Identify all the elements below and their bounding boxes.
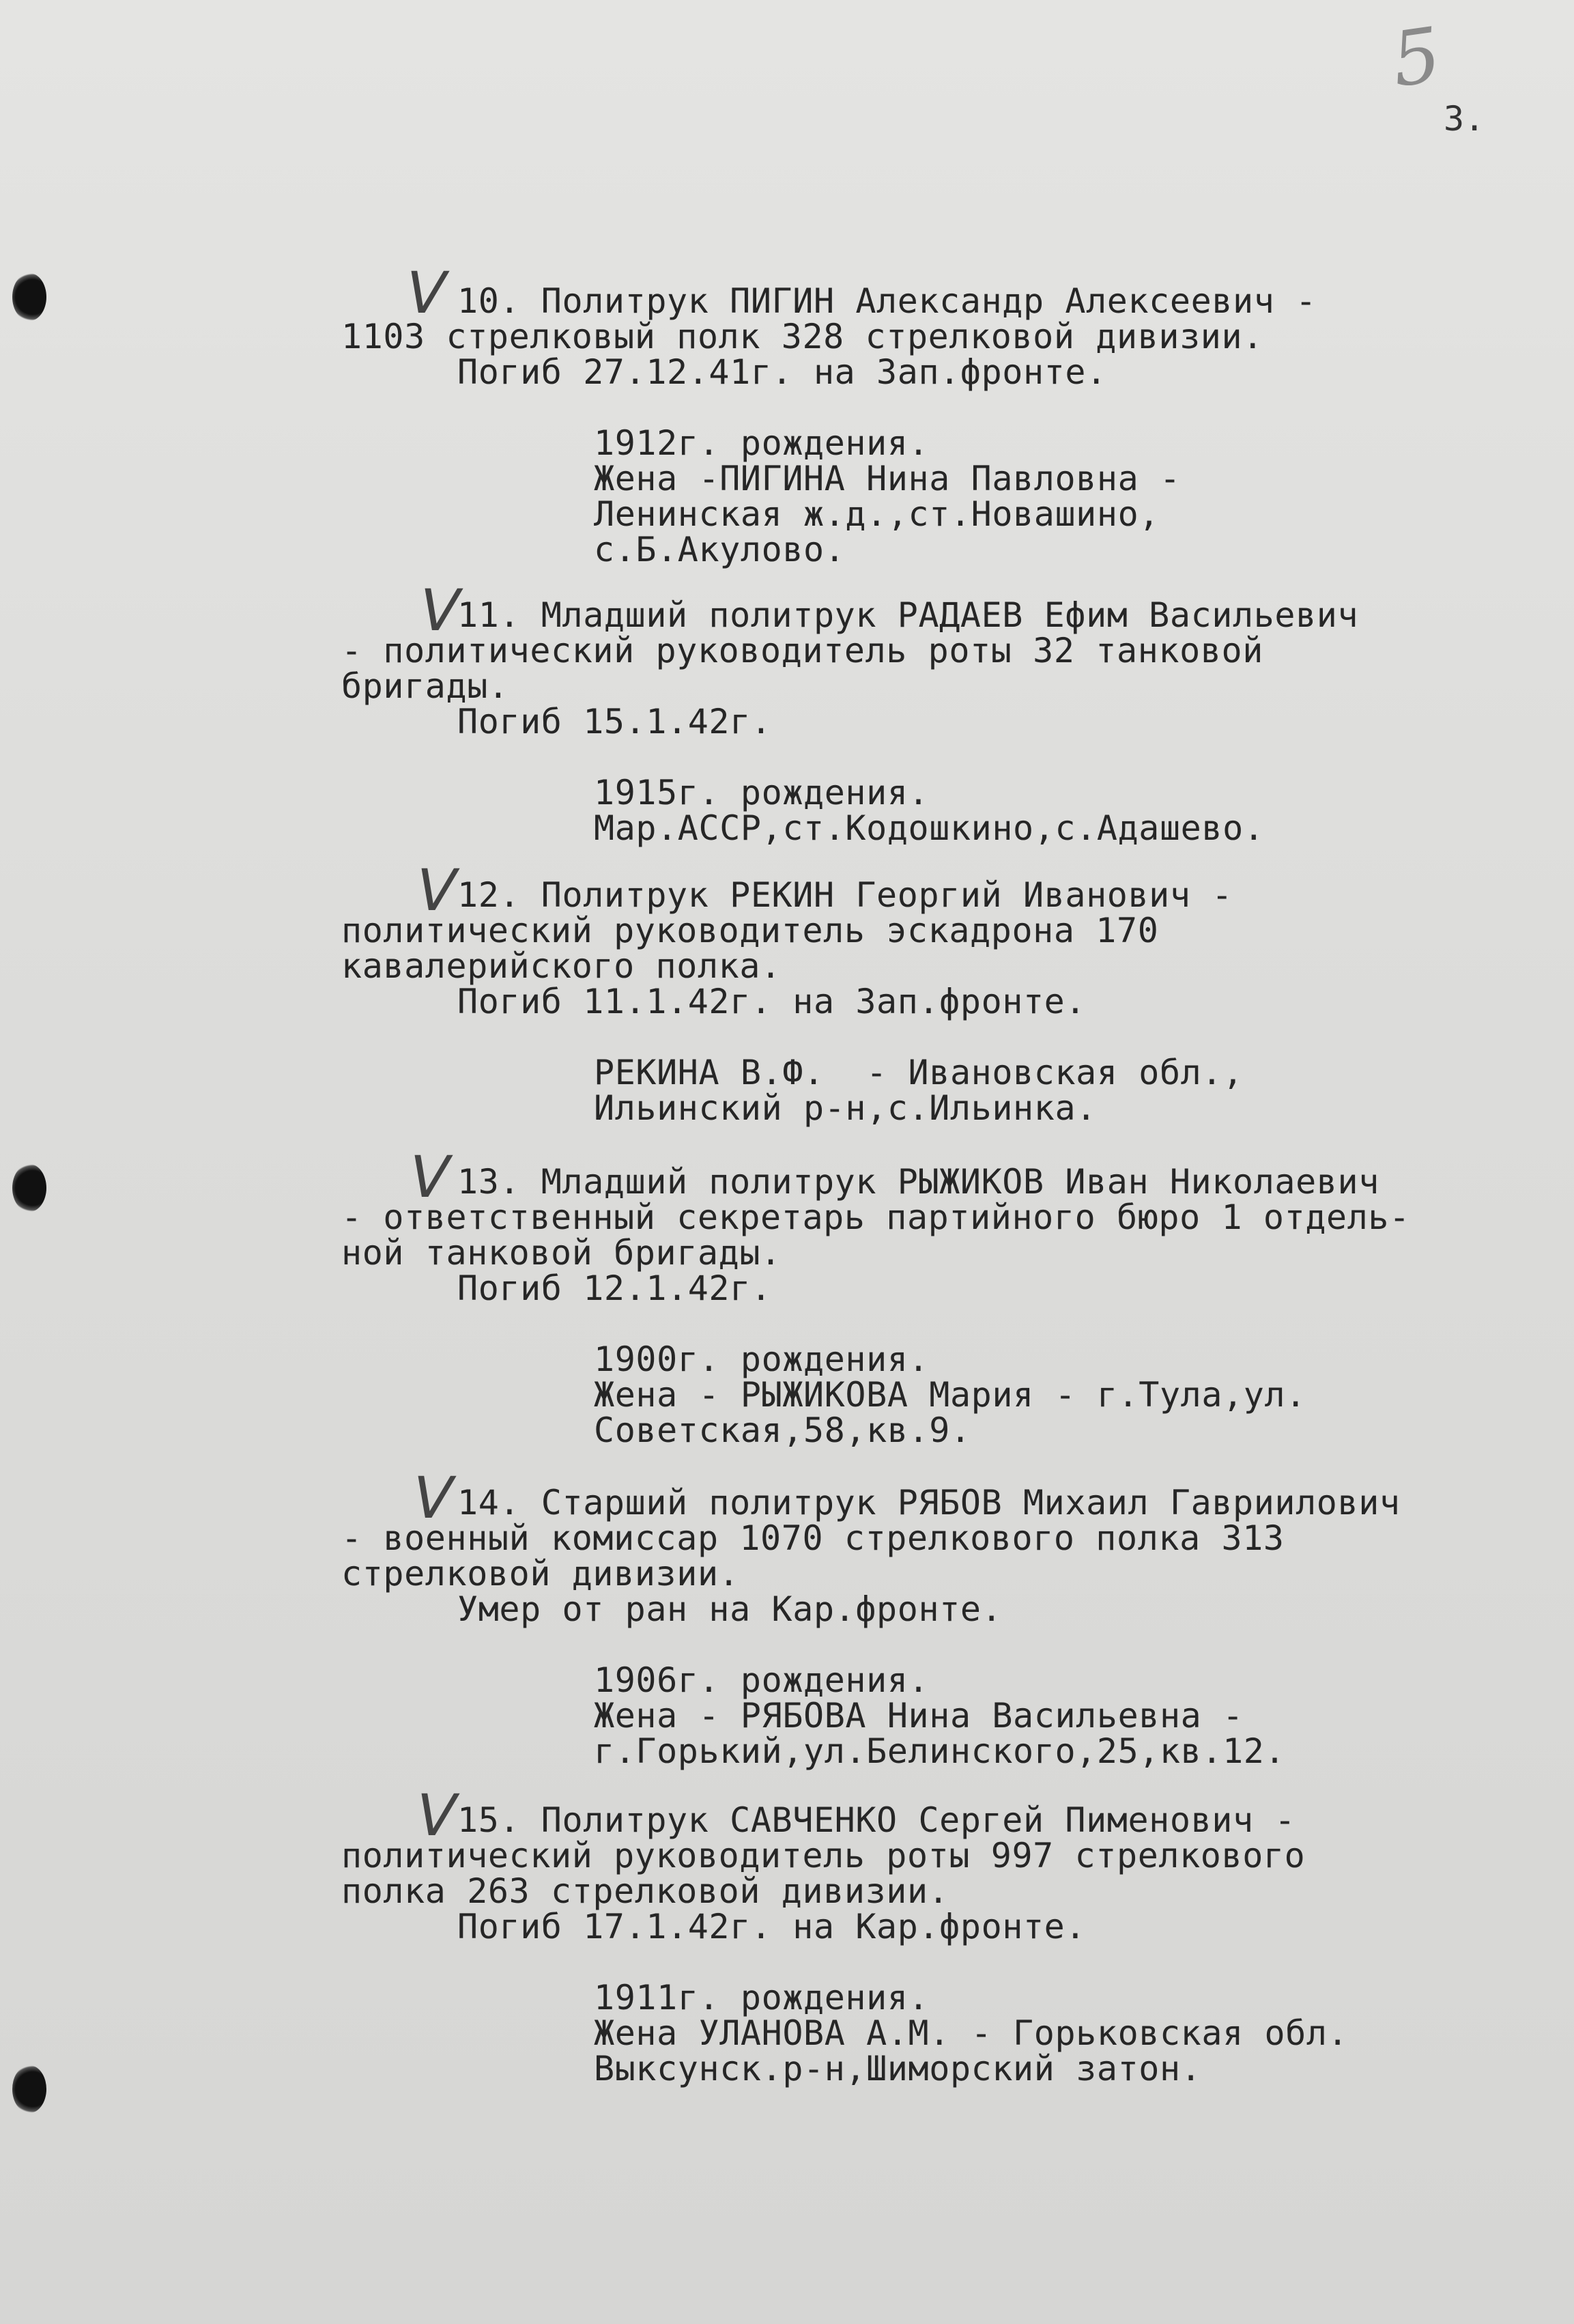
entry-line: кавалерийского полка. (341, 946, 782, 986)
entry-header: 10. Политрук ПИГИН Александр Алексеевич - (457, 281, 1317, 321)
entry-line: Погиб 17.1.42г. на Кар.фронте. (457, 1907, 1087, 1946)
entry-line: - военный комиссар 1070 стрелкового полка 313 (341, 1518, 1285, 1558)
entry-detail: 1915г. рождения. (594, 773, 930, 812)
entry-header: 15. Политрук САВЧЕНКО Сергей Пименович - (457, 1800, 1296, 1840)
entry-line: полка 263 стрелковой дивизии. (341, 1871, 949, 1911)
entry-line: Погиб 15.1.42г. (457, 702, 772, 741)
entry-detail: 1906г. рождения. (594, 1660, 930, 1700)
punch-hole-bottom (12, 2065, 46, 2113)
entry-detail: Советская,58,кв.9. (594, 1411, 971, 1450)
entry-line: бригады. (341, 666, 509, 706)
entry-detail: с.Б.Акулово. (594, 530, 846, 569)
entry-detail: г.Горький,ул.Белинского,25,кв.12. (594, 1731, 1286, 1771)
entry-detail: Мар.АССР,ст.Кодошкино,с.Адашево. (594, 808, 1265, 848)
entry-header: 13. Младший политрук РЫЖИКОВ Иван Николаевич (457, 1162, 1379, 1202)
entry-header: 14. Старший политрук РЯБОВ Михаил Гавриилович (457, 1483, 1401, 1522)
entry-line: Умер от ран на Кар.фронте. (457, 1589, 1003, 1629)
entry-line: ной танковой бригады. (341, 1233, 782, 1273)
entry-line: - ответственный секретарь партийного бюро 1 отдель- (341, 1198, 1410, 1237)
entry-detail: Жена - РЫЖИКОВА Мария - г.Тула,ул. (594, 1375, 1306, 1415)
entry-detail: Жена - РЯБОВА Нина Васильевна - (594, 1696, 1244, 1735)
entry-detail: Жена -ПИГИНА Нина Павловна - (594, 459, 1181, 498)
entry-line: 1103 стрелковый полк 328 стрелковой дивизии. (341, 317, 1263, 356)
punch-hole-top (12, 273, 46, 321)
check-mark: V (402, 1144, 456, 1210)
entry-detail: 1900г. рождения. (594, 1340, 930, 1379)
entry-line: политический руководитель эскадрона 170 (341, 911, 1159, 950)
entry-line: Погиб 12.1.42г. (457, 1269, 772, 1308)
check-mark: V (399, 259, 453, 326)
check-mark: V (409, 857, 463, 924)
handwritten-folio-number: 5 (1386, 10, 1446, 104)
entry-detail: РЕКИНА В.Ф. - Ивановская обл., (594, 1053, 1244, 1092)
entry-detail: Жена УЛАНОВА А.М. - Горьковская обл. (594, 2013, 1349, 2053)
entry-detail: 1911г. рождения. (594, 1978, 930, 2017)
entry-header: 12. Политрук РЕКИН Георгий Иванович - (457, 875, 1233, 915)
check-mark: V (405, 1464, 459, 1531)
entry-detail: Ленинская ж.д.,ст.Новашино, (594, 494, 1160, 534)
check-mark: V (409, 1782, 463, 1849)
entry-line: - политический руководитель роты 32 танковой (341, 631, 1263, 670)
punch-hole-middle (12, 1164, 46, 1212)
entry-line: Погиб 27.12.41г. на Зап.фронте. (457, 352, 1107, 392)
check-mark: V (412, 577, 466, 644)
entry-line: стрелковой дивизии. (341, 1554, 740, 1593)
entry-header: 11. Младший политрук РАДАЕВ Ефим Васильевич (457, 595, 1359, 635)
entry-detail: 1912г. рождения. (594, 423, 930, 463)
entry-detail: Выксунск.р-н,Шиморский затон. (594, 2049, 1202, 2088)
page-number: 3. (1444, 99, 1485, 139)
entry-line: Погиб 11.1.42г. на Зап.фронте. (457, 982, 1087, 1021)
entry-detail: Ильинский р-н,с.Ильинка. (594, 1088, 1097, 1128)
entry-line: политический руководитель роты 997 стрелкового (341, 1836, 1306, 1875)
